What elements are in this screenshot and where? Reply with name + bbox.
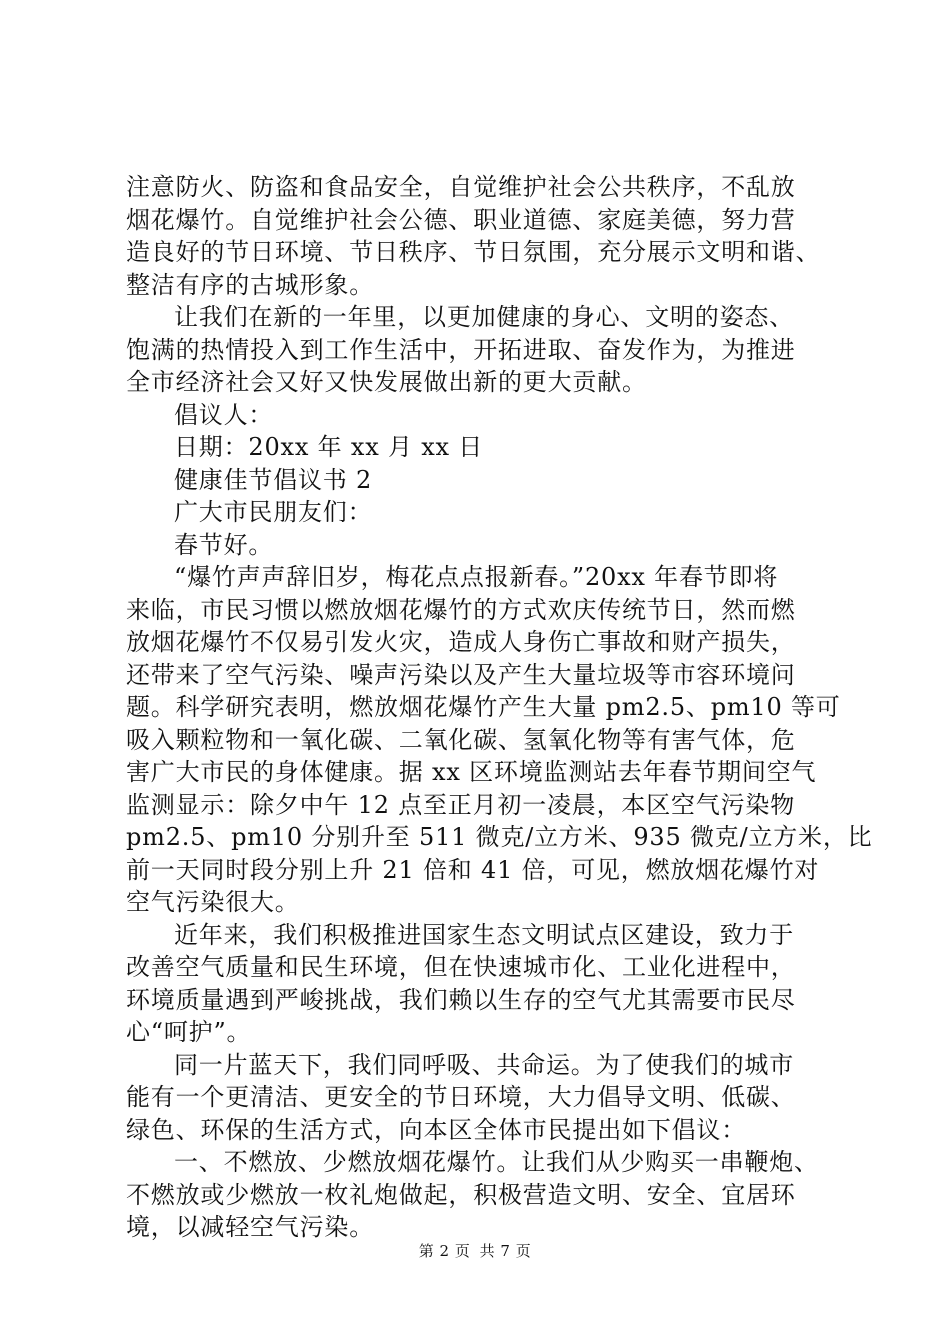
text-line: 绿色、环保的生活方式，向本区全体市民提出如下倡议： <box>126 1115 746 1144</box>
text-line: 放烟花爆竹不仅易引发火灾，造成人身伤亡事故和财产损失， <box>126 628 796 656</box>
text-line: 让我们在新的一年里，以更加健康的身心、文明的姿态、 <box>174 303 794 331</box>
text-line: 烟花爆竹。自觉维护社会公德、职业道德、家庭美德，努力营 <box>126 205 796 234</box>
text-line: 整洁有序的古城形象。 <box>126 270 374 299</box>
text-line: 近年来，我们积极推进国家生态文明试点区建设，致力于 <box>174 920 794 949</box>
text-line: 空气污染很大。 <box>126 888 300 916</box>
text-line: 全市经济社会又好又快发展做出新的更大贡献。 <box>126 368 647 396</box>
page-total: 共 7 页 <box>479 1242 532 1260</box>
page-footer <box>0 1241 950 1261</box>
text-line: 改善空气质量和民生环境，但在快速城市化、工业化进程中， <box>126 953 796 981</box>
text-line: 前一天同时段分别上升 21 倍和 41 倍，可见，燃放烟花爆竹对 <box>126 855 820 884</box>
page-number: 第 2 页 <box>418 1242 471 1260</box>
text-line: 环境质量遇到严峻挑战，我们赖以生存的空气尤其需要市民尽 <box>126 985 796 1014</box>
text-line: 题。科学研究表明，燃放烟花爆竹产生大量 pm2.5、pm10 等可 <box>126 693 841 721</box>
text-line: 注意防火、防盗和食品安全，自觉维护社会公共秩序，不乱放 <box>126 173 796 201</box>
text-line: 造良好的节日环境、节日秩序、节日氛围，充分展示文明和谐、 <box>126 238 821 266</box>
text-line: 境，以减轻空气污染。 <box>126 1213 374 1241</box>
text-line: “爆竹声声辞旧岁，梅花点点报新春。”20xx 年春节即将 <box>174 563 779 591</box>
text-line: 心“呵护”。 <box>126 1018 252 1046</box>
text-line: 不燃放或少燃放一枚礼炮做起，积极营造文明、安全、宜居环 <box>126 1180 796 1209</box>
text-line: 日期：20xx 年 xx 月 xx 日 <box>174 433 484 461</box>
text-line: 监测显示：除夕中午 12 点至正月初一凌晨，本区空气污染物 <box>126 790 795 819</box>
text-line: 一、不燃放、少燃放烟花爆竹。让我们从少购买一串鞭炮、 <box>174 1148 819 1176</box>
text-line: 广大市民朋友们： <box>174 498 373 526</box>
text-line: 同一片蓝天下，我们同呼吸、共命运。为了使我们的城市 <box>174 1050 794 1079</box>
text-line: 饱满的热情投入到工作生活中，开拓进取、奋发作为，为推进 <box>126 335 796 364</box>
text-line: 健康佳节倡议书 2 <box>174 465 373 494</box>
text-line: 吸入颗粒物和一氧化碳、二氧化碳、氢氧化物等有害气体，危 <box>126 725 796 754</box>
text-line: 春节好。 <box>174 530 274 559</box>
document-body <box>126 171 873 1244</box>
text-line: 能有一个更清洁、更安全的节日环境，大力倡导文明、低碳、 <box>126 1083 796 1111</box>
text-line: 来临，市民习惯以燃放烟花爆竹的方式欢庆传统节日，然而燃 <box>126 595 796 624</box>
text-line: 倡议人： <box>174 400 274 429</box>
text-line: 还带来了空气污染、噪声污染以及产生大量垃圾等市容环境问 <box>126 660 796 689</box>
text-line: pm2.5、pm10 分别升至 511 微克/立方米、935 微克/立方米，比 <box>126 823 873 851</box>
text-line: 害广大市民的身体健康。据 xx 区环境监测站去年春节期间空气 <box>126 758 817 786</box>
